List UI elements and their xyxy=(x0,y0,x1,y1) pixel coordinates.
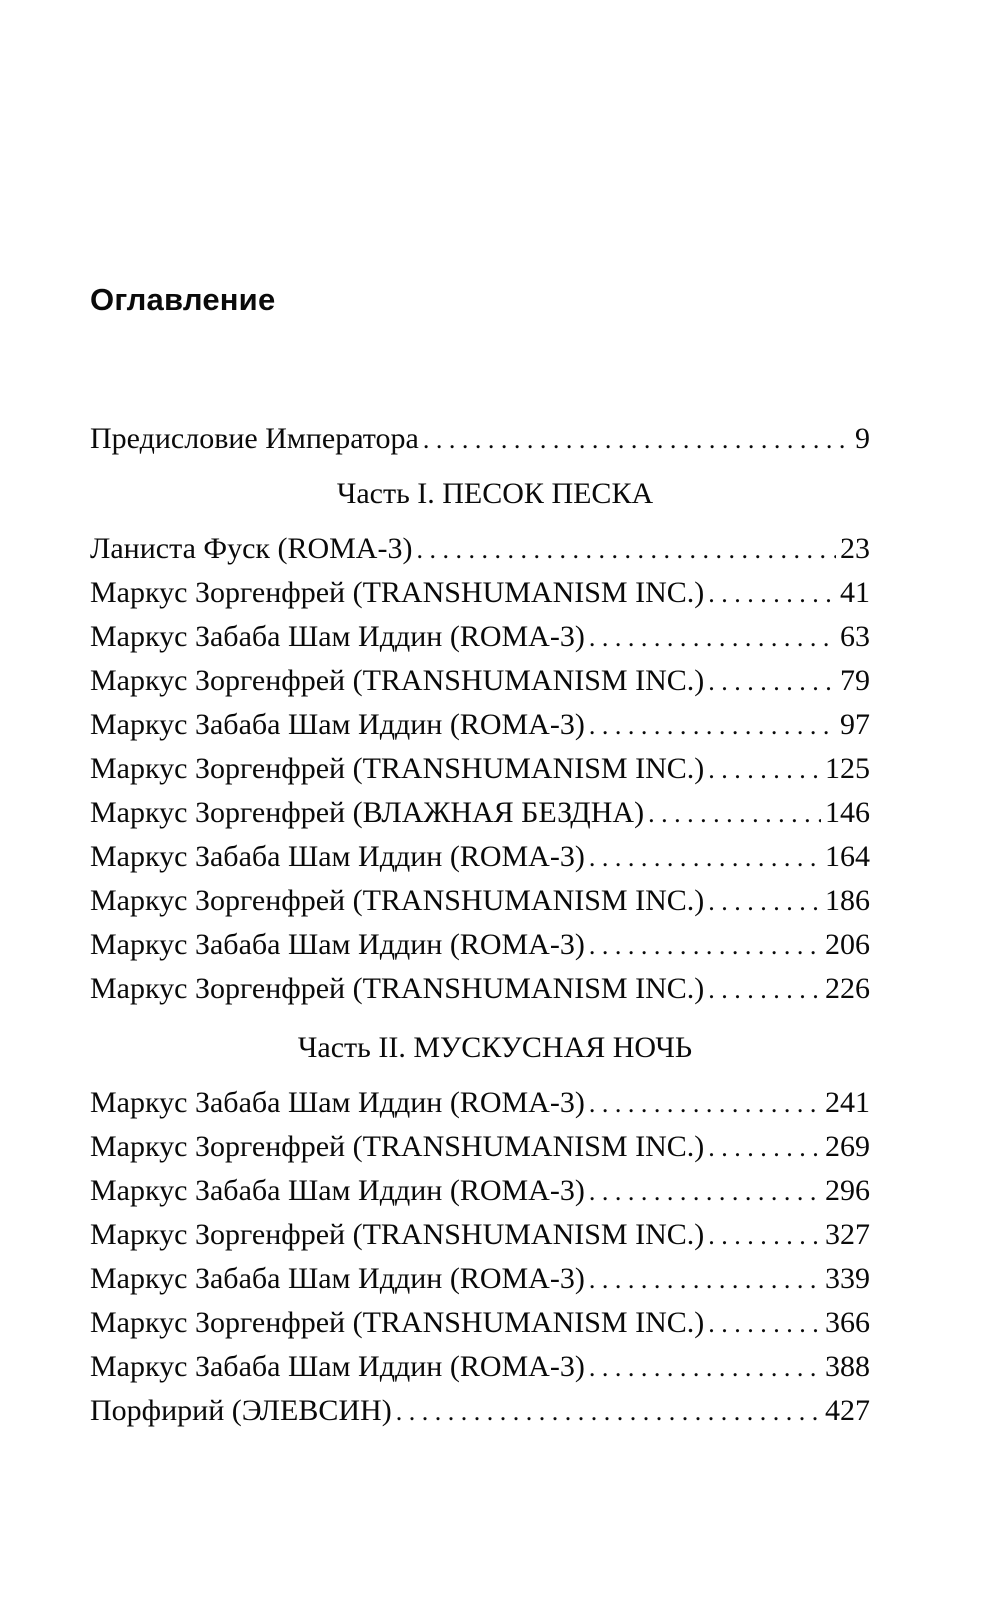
toc-entry-page: 339 xyxy=(825,1262,870,1295)
toc-entry-page: 41 xyxy=(840,576,870,609)
dot-leader xyxy=(708,880,821,924)
toc-entry-title: Маркус Зоргенфрей (TRANSHUMANISM INC.) xyxy=(90,1306,705,1339)
toc-entry-title: Маркус Забаба Шам Иддин (ROMA-3) xyxy=(90,1086,585,1119)
dot-leader xyxy=(708,1302,821,1346)
toc-entry xyxy=(90,1169,870,1213)
toc-entry-page: 366 xyxy=(825,1306,870,1339)
dot-leader xyxy=(416,528,836,572)
toc-entry-page: 23 xyxy=(840,532,870,565)
dot-leader xyxy=(589,616,836,660)
toc-entry-title: Маркус Зоргенфрей (TRANSHUMANISM INC.) xyxy=(90,752,705,785)
toc-entry xyxy=(90,747,870,791)
dot-leader xyxy=(648,792,821,836)
toc-entry-page: 226 xyxy=(825,972,870,1005)
toc-entry-preface xyxy=(90,417,870,461)
toc-entry-page: 125 xyxy=(825,752,870,785)
dot-leader xyxy=(708,748,821,792)
toc-entry-title: Маркус Зоргенфрей (TRANSHUMANISM INC.) xyxy=(90,1130,705,1163)
toc-entry-title: Маркус Зоргенфрей (TRANSHUMANISM INC.) xyxy=(90,884,705,917)
toc-entry-page: 9 xyxy=(855,422,870,455)
toc-entry-title: Маркус Забаба Шам Иддин (ROMA-3) xyxy=(90,620,585,653)
toc-entry-title: Маркус Зоргенфрей (ВЛАЖНАЯ БЕЗДНА) xyxy=(90,796,645,829)
toc-entry xyxy=(90,615,870,659)
dot-leader xyxy=(589,836,821,880)
toc-entry-title: Маркус Зоргенфрей (TRANSHUMANISM INC.) xyxy=(90,576,705,609)
toc-entry-title: Маркус Забаба Шам Иддин (ROMA-3) xyxy=(90,1262,585,1295)
toc-entry-page: 97 xyxy=(840,708,870,741)
toc-entry-page: 146 xyxy=(825,796,870,829)
toc-entry-title: Маркус Зоргенфрей (TRANSHUMANISM INC.) xyxy=(90,664,705,697)
dot-leader xyxy=(423,418,851,462)
toc-entry xyxy=(90,703,870,747)
toc-entry-title: Маркус Забаба Шам Иддин (ROMA-3) xyxy=(90,928,585,961)
dot-leader xyxy=(589,704,836,748)
part-heading-2: Часть II. МУСКУСНАЯ НОЧЬ xyxy=(297,1031,693,1064)
toc-entry-title: Маркус Забаба Шам Иддин (ROMA-3) xyxy=(90,1350,585,1383)
dot-leader xyxy=(589,1082,821,1126)
toc-entry-page: 296 xyxy=(825,1174,870,1207)
dot-leader xyxy=(708,968,821,1012)
toc-entry xyxy=(90,1125,870,1169)
dot-leader xyxy=(708,1126,821,1170)
dot-leader xyxy=(589,1170,821,1214)
dot-leader xyxy=(589,924,821,968)
dot-leader xyxy=(589,1346,821,1390)
toc-entry-page: 327 xyxy=(825,1218,870,1251)
toc-entry-page: 269 xyxy=(825,1130,870,1163)
toc-entry xyxy=(90,1081,870,1125)
toc-entry-page: 241 xyxy=(825,1086,870,1119)
toc-entry xyxy=(90,1301,870,1345)
toc-entry-page: 79 xyxy=(840,664,870,697)
toc-entry xyxy=(90,1345,870,1389)
toc-entry-page: 164 xyxy=(825,840,870,873)
toc-entry-page: 206 xyxy=(825,928,870,961)
dot-leader xyxy=(589,1258,821,1302)
toc-entry xyxy=(90,967,870,1011)
toc-entry xyxy=(90,1257,870,1301)
page-title: Оглавление xyxy=(90,282,276,317)
toc-entry xyxy=(90,879,870,923)
toc-entry-page: 63 xyxy=(840,620,870,653)
toc-entry-title: Маркус Зоргенфрей (TRANSHUMANISM INC.) xyxy=(90,1218,705,1251)
toc-entry-title: Ланиста Фуск (ROMA-3) xyxy=(90,532,413,565)
dot-leader xyxy=(708,660,836,704)
toc-entry xyxy=(90,1389,870,1433)
toc-entry xyxy=(90,791,870,835)
dot-leader xyxy=(396,1390,821,1434)
dot-leader xyxy=(708,1214,821,1258)
toc-entry xyxy=(90,923,870,967)
part-heading-1: Часть I. ПЕСОК ПЕСКА xyxy=(336,477,654,510)
dot-leader xyxy=(708,572,836,616)
toc-entry-page: 427 xyxy=(825,1394,870,1427)
toc-entry-title: Предисловие Императора xyxy=(90,422,419,455)
toc-entry-title: Маркус Забаба Шам Иддин (ROMA-3) xyxy=(90,708,585,741)
toc-entry xyxy=(90,835,870,879)
toc-entry xyxy=(90,659,870,703)
toc-entry-title: Маркус Зоргенфрей (TRANSHUMANISM INC.) xyxy=(90,972,705,1005)
table-of-contents xyxy=(90,417,870,1433)
toc-entry xyxy=(90,1213,870,1257)
toc-entry-page: 186 xyxy=(825,884,870,917)
toc-entry-title: Порфирий (ЭЛЕВСИН) xyxy=(90,1394,392,1427)
toc-entry-page: 388 xyxy=(825,1350,870,1383)
toc-entry xyxy=(90,527,870,571)
toc-entry xyxy=(90,571,870,615)
toc-entry-title: Маркус Забаба Шам Иддин (ROMA-3) xyxy=(90,1174,585,1207)
toc-entry-title: Маркус Забаба Шам Иддин (ROMA-3) xyxy=(90,840,585,873)
